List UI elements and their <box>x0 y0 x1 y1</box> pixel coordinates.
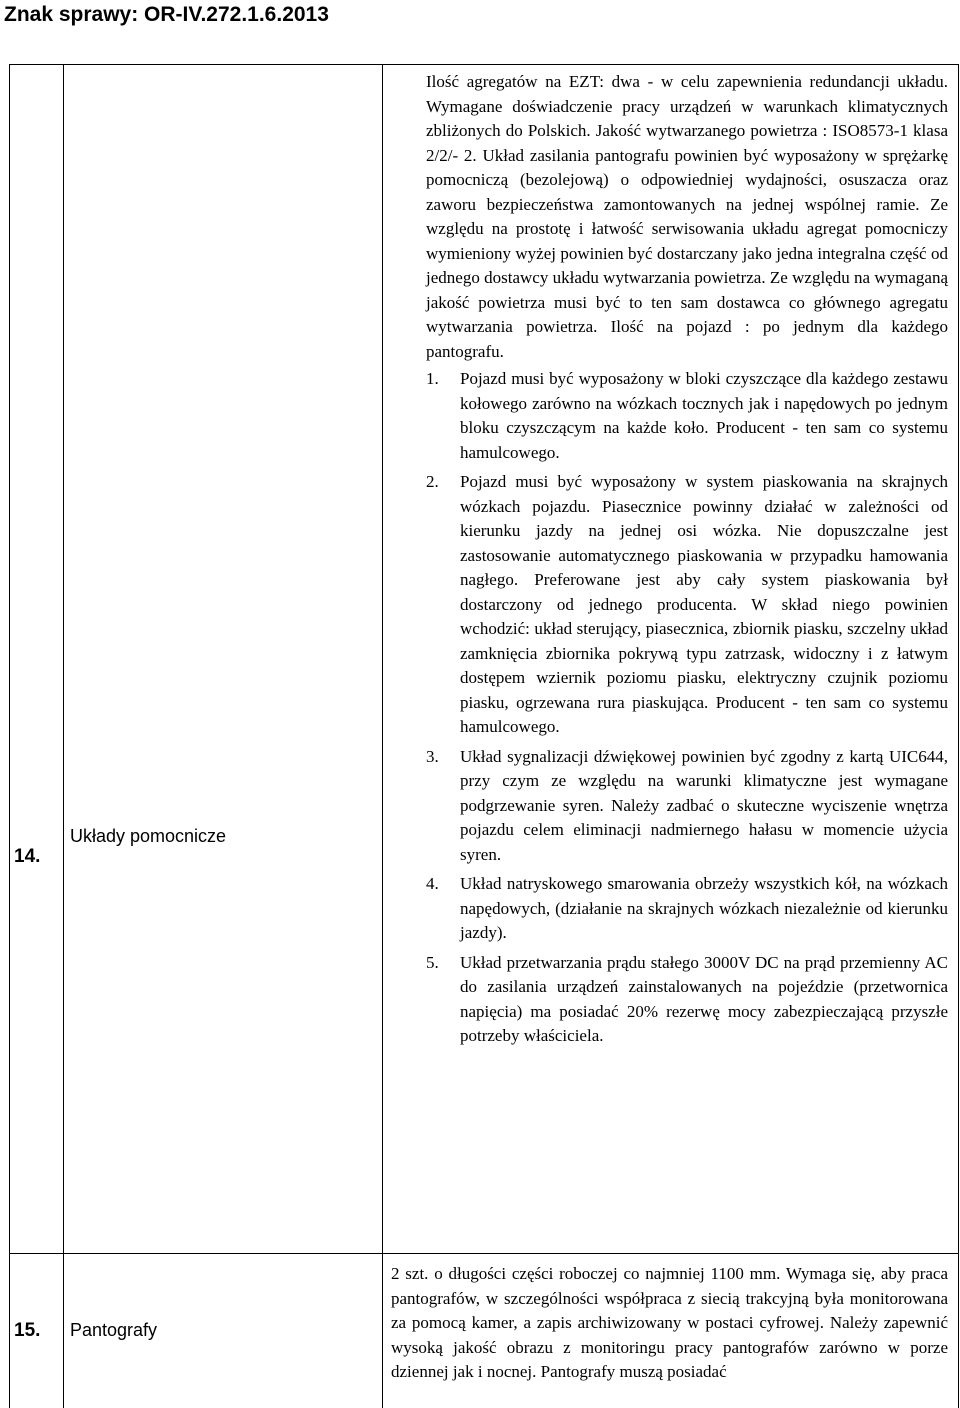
item-text: Pojazd musi być wyposażony w bloki czyszczące dla każdego zestawu kołowego zarówno na wózkach tocznych jak i napędowych po jednym bloku czyszczącym na każde koło. Producent - ten sam co systemu hamulcowego. <box>460 369 948 462</box>
item-number: 1. <box>426 369 439 388</box>
row-title: Pantografy <box>70 1320 158 1340</box>
item-text: Układ przetwarzania prądu stałego 3000V DC na prąd przemienny AC do zasilania urządzeń zainstalowanych na pojeździe (przetwornica napięcia) ma posiadać 20% rezerwę mocy zabezpieczającą przyszłe potrzeby właściciela. <box>460 952 948 1045</box>
item-text: Układ natryskowego smarowania obrzeży wszystkich kół, na wózkach napędowych, (działanie na skrajnych wózkach niezależnie od kierunku jazdy). <box>460 874 948 942</box>
item-text: Układ sygnalizacji dźwiękowej powinien być zgodny z kartą UIC644, przy czym ze względu na warunki klimatyczne jest wymagane podgrzewanie syren. Należy zadbać o skuteczne wyciszenie wnętrza pojazdu celem eliminacji nadmiernego hałasu w momencie użycia syren. <box>460 746 948 864</box>
table-top-border <box>9 64 959 65</box>
item-number: 4. <box>426 874 439 893</box>
list-item <box>426 951 948 1049</box>
list-item <box>426 745 948 868</box>
table-left-border <box>9 64 10 1408</box>
column-divider-1 <box>63 64 64 1408</box>
case-number-header: Znak sprawy: OR-IV.272.1.6.2013 <box>4 3 329 26</box>
row-description <box>426 70 948 1049</box>
row-divider <box>9 1253 959 1254</box>
row-description: 2 szt. o długości części roboczej co najmniej 1100 mm. Wymaga się, aby praca pantografów, w szczególności współpraca z siecią trakcyjną była monitorowana za pomocą kamer, a zapis archiwizowany w postaci cyfrowej. Należy zapewnić wysoką jakość obrazu z monitoringu pracy pantografów zarówno w porze dziennej jak i nocnej. Pantografy muszą posiadać <box>391 1264 948 1381</box>
list-item <box>426 367 948 465</box>
row-number: 15. <box>14 1320 41 1341</box>
item-number: 5. <box>426 952 439 972</box>
list-item <box>426 470 948 740</box>
row-title: Układy pomocnicze <box>70 826 227 846</box>
column-divider-2 <box>382 64 383 1408</box>
intro-paragraph: Ilość agregatów na EZT: dwa - w celu zapewnienia redundancji układu. Wymagane doświadczenie pracy urządzeń w warunkach klimatycznych zbliżonych do Polskich. Jakość wytwarzanego powietrza : ISO8573-1 klasa 2/2/- 2. Układ zasilania pantografu powinien być wyposażony w sprężarkę pomocniczą (bezolejową) o odpowiedniej wydajności, osuszacza oraz zaworu bezpieczeństwa zamontowanych na jednej wspólnej ramie. Ze względu na prostotę i łatwość serwisowania układu agregat pomocniczy wymieniony wyżej powinien być dostarczany jako jedna integralna część od jednego dostawcy układu wytwarzania powietrza. Ze względu na wymaganą jakość powietrza musi być to ten sam dostawca co głównego agregatu wytwarzania powietrza. Ilość na pojazd : po jednym dla każdego pantografu. <box>426 72 948 361</box>
item-number: 3. <box>426 746 439 766</box>
table-right-border <box>958 64 959 1408</box>
list-item <box>426 872 948 946</box>
item-number: 2. <box>426 472 439 491</box>
requirements-list <box>426 367 948 1049</box>
item-text: Pojazd musi być wyposażony w system piaskowania na skrajnych wózkach pojazdu. Piasecznice powinny działać w zależności od kierunku jazdy na jednej osi wózka. Nie dopuszczalne jest zastosowanie automatycznego piaskowania w przypadku hamowania nagłego. Preferowane jest aby cały system piaskowania był dostarczony od jednego producenta. W skład niego powinien wchodzić: układ sterujący, piasecznica, zbiornik piasku, szczelny układ zamknięcia zbiornika pokrywą typu zatrzask, widoczny i z łatwym dostępem wziernik poziomu piasku, elektryczny czujnik poziomu piasku, ogrzewana rura piaskująca. Producent - ten sam co systemu hamulcowego. <box>460 472 948 736</box>
row-number: 14. <box>14 846 41 867</box>
